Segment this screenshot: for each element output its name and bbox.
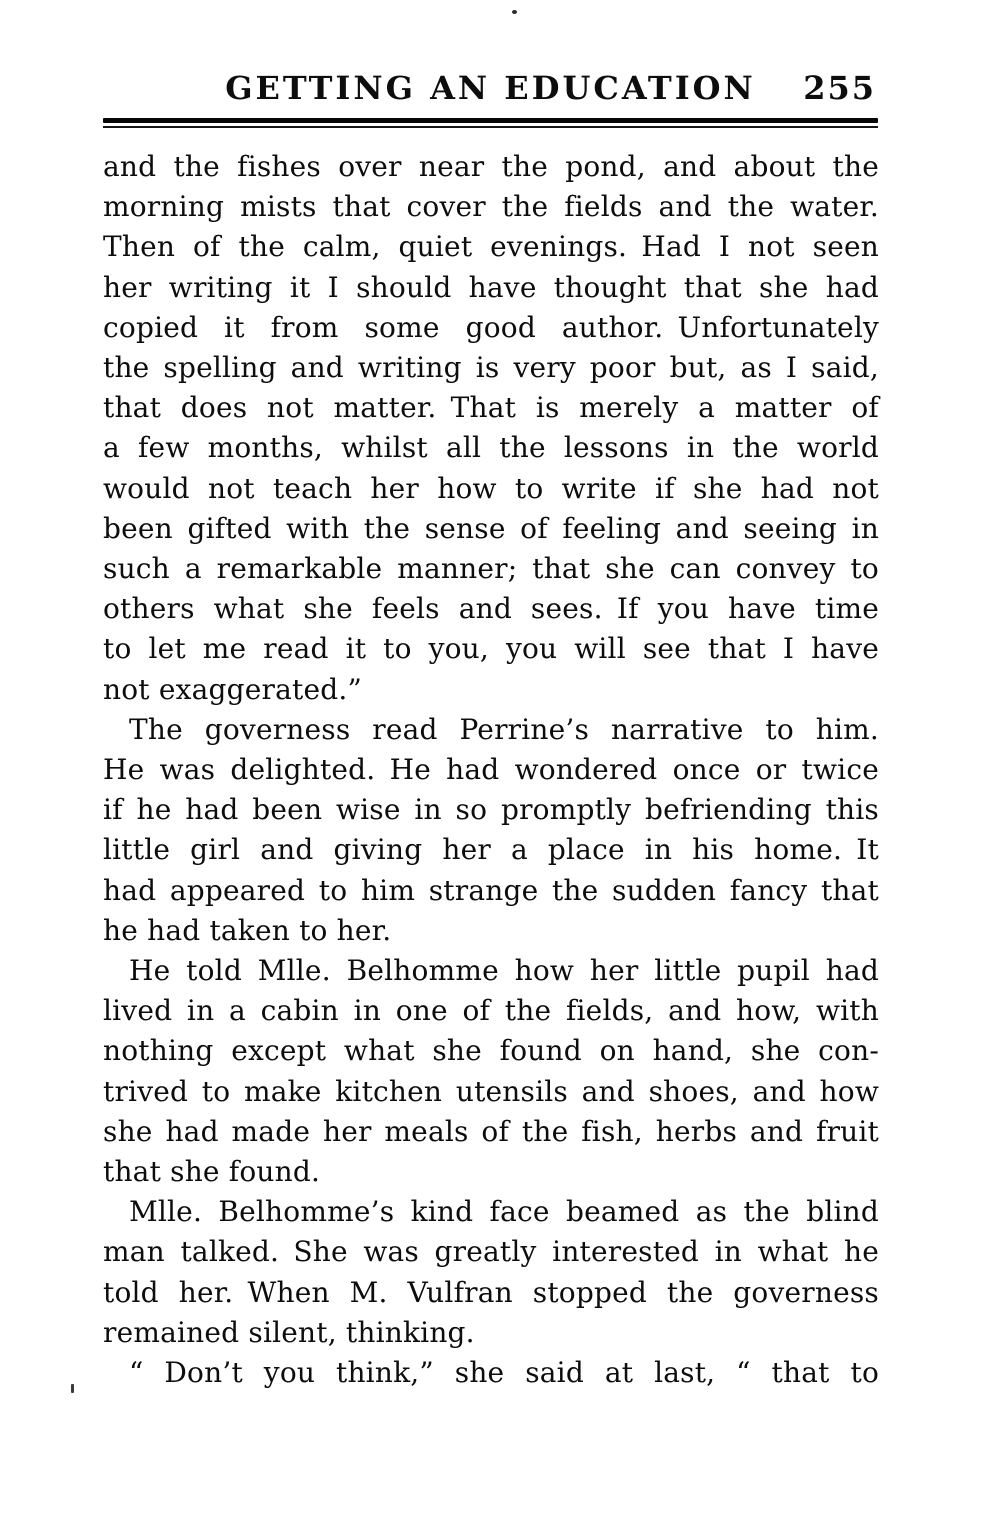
text-line: The governess read Perrine’s narrative to him. [129, 712, 879, 746]
text-line: others what she feels and sees. If you have time [103, 592, 879, 626]
text-line: had appeared to him strange the sudden fancy that [103, 873, 879, 907]
text-line: a few months, whilst all the lessons in the world [103, 431, 879, 465]
header-rule-thick [103, 118, 878, 123]
header-rule-thin [103, 126, 878, 128]
text-line: been gifted with the sense of feeling and seeing in [103, 511, 879, 545]
header-rule [103, 118, 878, 128]
text-line: the spelling and writing is very poor but, as I said, [103, 351, 879, 385]
text-line: that she found. [103, 1155, 321, 1189]
chapter-title: GETTING AN EDUCATION [225, 69, 756, 107]
text-line: her writing it I should have thought that she had [103, 270, 879, 304]
page-number: 255 [803, 69, 876, 107]
text-line: she had made her meals of the fish, herbs and fruit [103, 1114, 879, 1148]
text-line: Mlle. Belhomme’s kind face beamed as the blind [129, 1195, 879, 1229]
page-body [103, 147, 879, 1393]
text-line: not exaggerated.” [103, 672, 362, 706]
text-line: he had taken to her. [103, 913, 392, 947]
text-line: He was delighted. He had wondered once or twice [103, 753, 879, 787]
scan-artifact-dot [512, 10, 517, 14]
text-line: little girl and giving her a place in his home. It [103, 833, 879, 867]
text-line: trived to make kitchen utensils and shoes, and how [103, 1074, 879, 1108]
text-line: and the fishes over near the pond, and about the [103, 150, 879, 183]
text-line: morning mists that cover the fields and the water. [103, 190, 879, 224]
text-line: “ Don’t you think,” she said at last, “ that to [129, 1356, 879, 1390]
text-line: told her. When M. Vulfran stopped the governess [103, 1275, 879, 1309]
scan-artifact-tick [71, 1384, 74, 1393]
text-line: would not teach her how to write if she had not [103, 471, 879, 505]
text-line: such a remarkable manner; that she can convey to [103, 552, 879, 586]
text-line: man talked. She was greatly interested in what he [103, 1235, 879, 1269]
text-line: that does not matter. That is merely a matter of [103, 391, 879, 425]
text-line: He told Mlle. Belhomme how her little pupil had [129, 954, 879, 988]
text-line: Then of the calm, quiet evenings. Had I not seen [103, 230, 879, 264]
text-line: if he had been wise in so promptly befriending this [103, 793, 879, 827]
text-line: remained silent, thinking. [103, 1315, 475, 1349]
text-line: to let me read it to you, you will see that I have [103, 632, 879, 666]
running-head [103, 70, 878, 108]
text-line: nothing except what she found on hand, she con- [103, 1034, 879, 1068]
text-line: copied it from some good author. Unfortunately [103, 310, 879, 344]
text-line: lived in a cabin in one of the fields, and how, with [103, 994, 879, 1028]
